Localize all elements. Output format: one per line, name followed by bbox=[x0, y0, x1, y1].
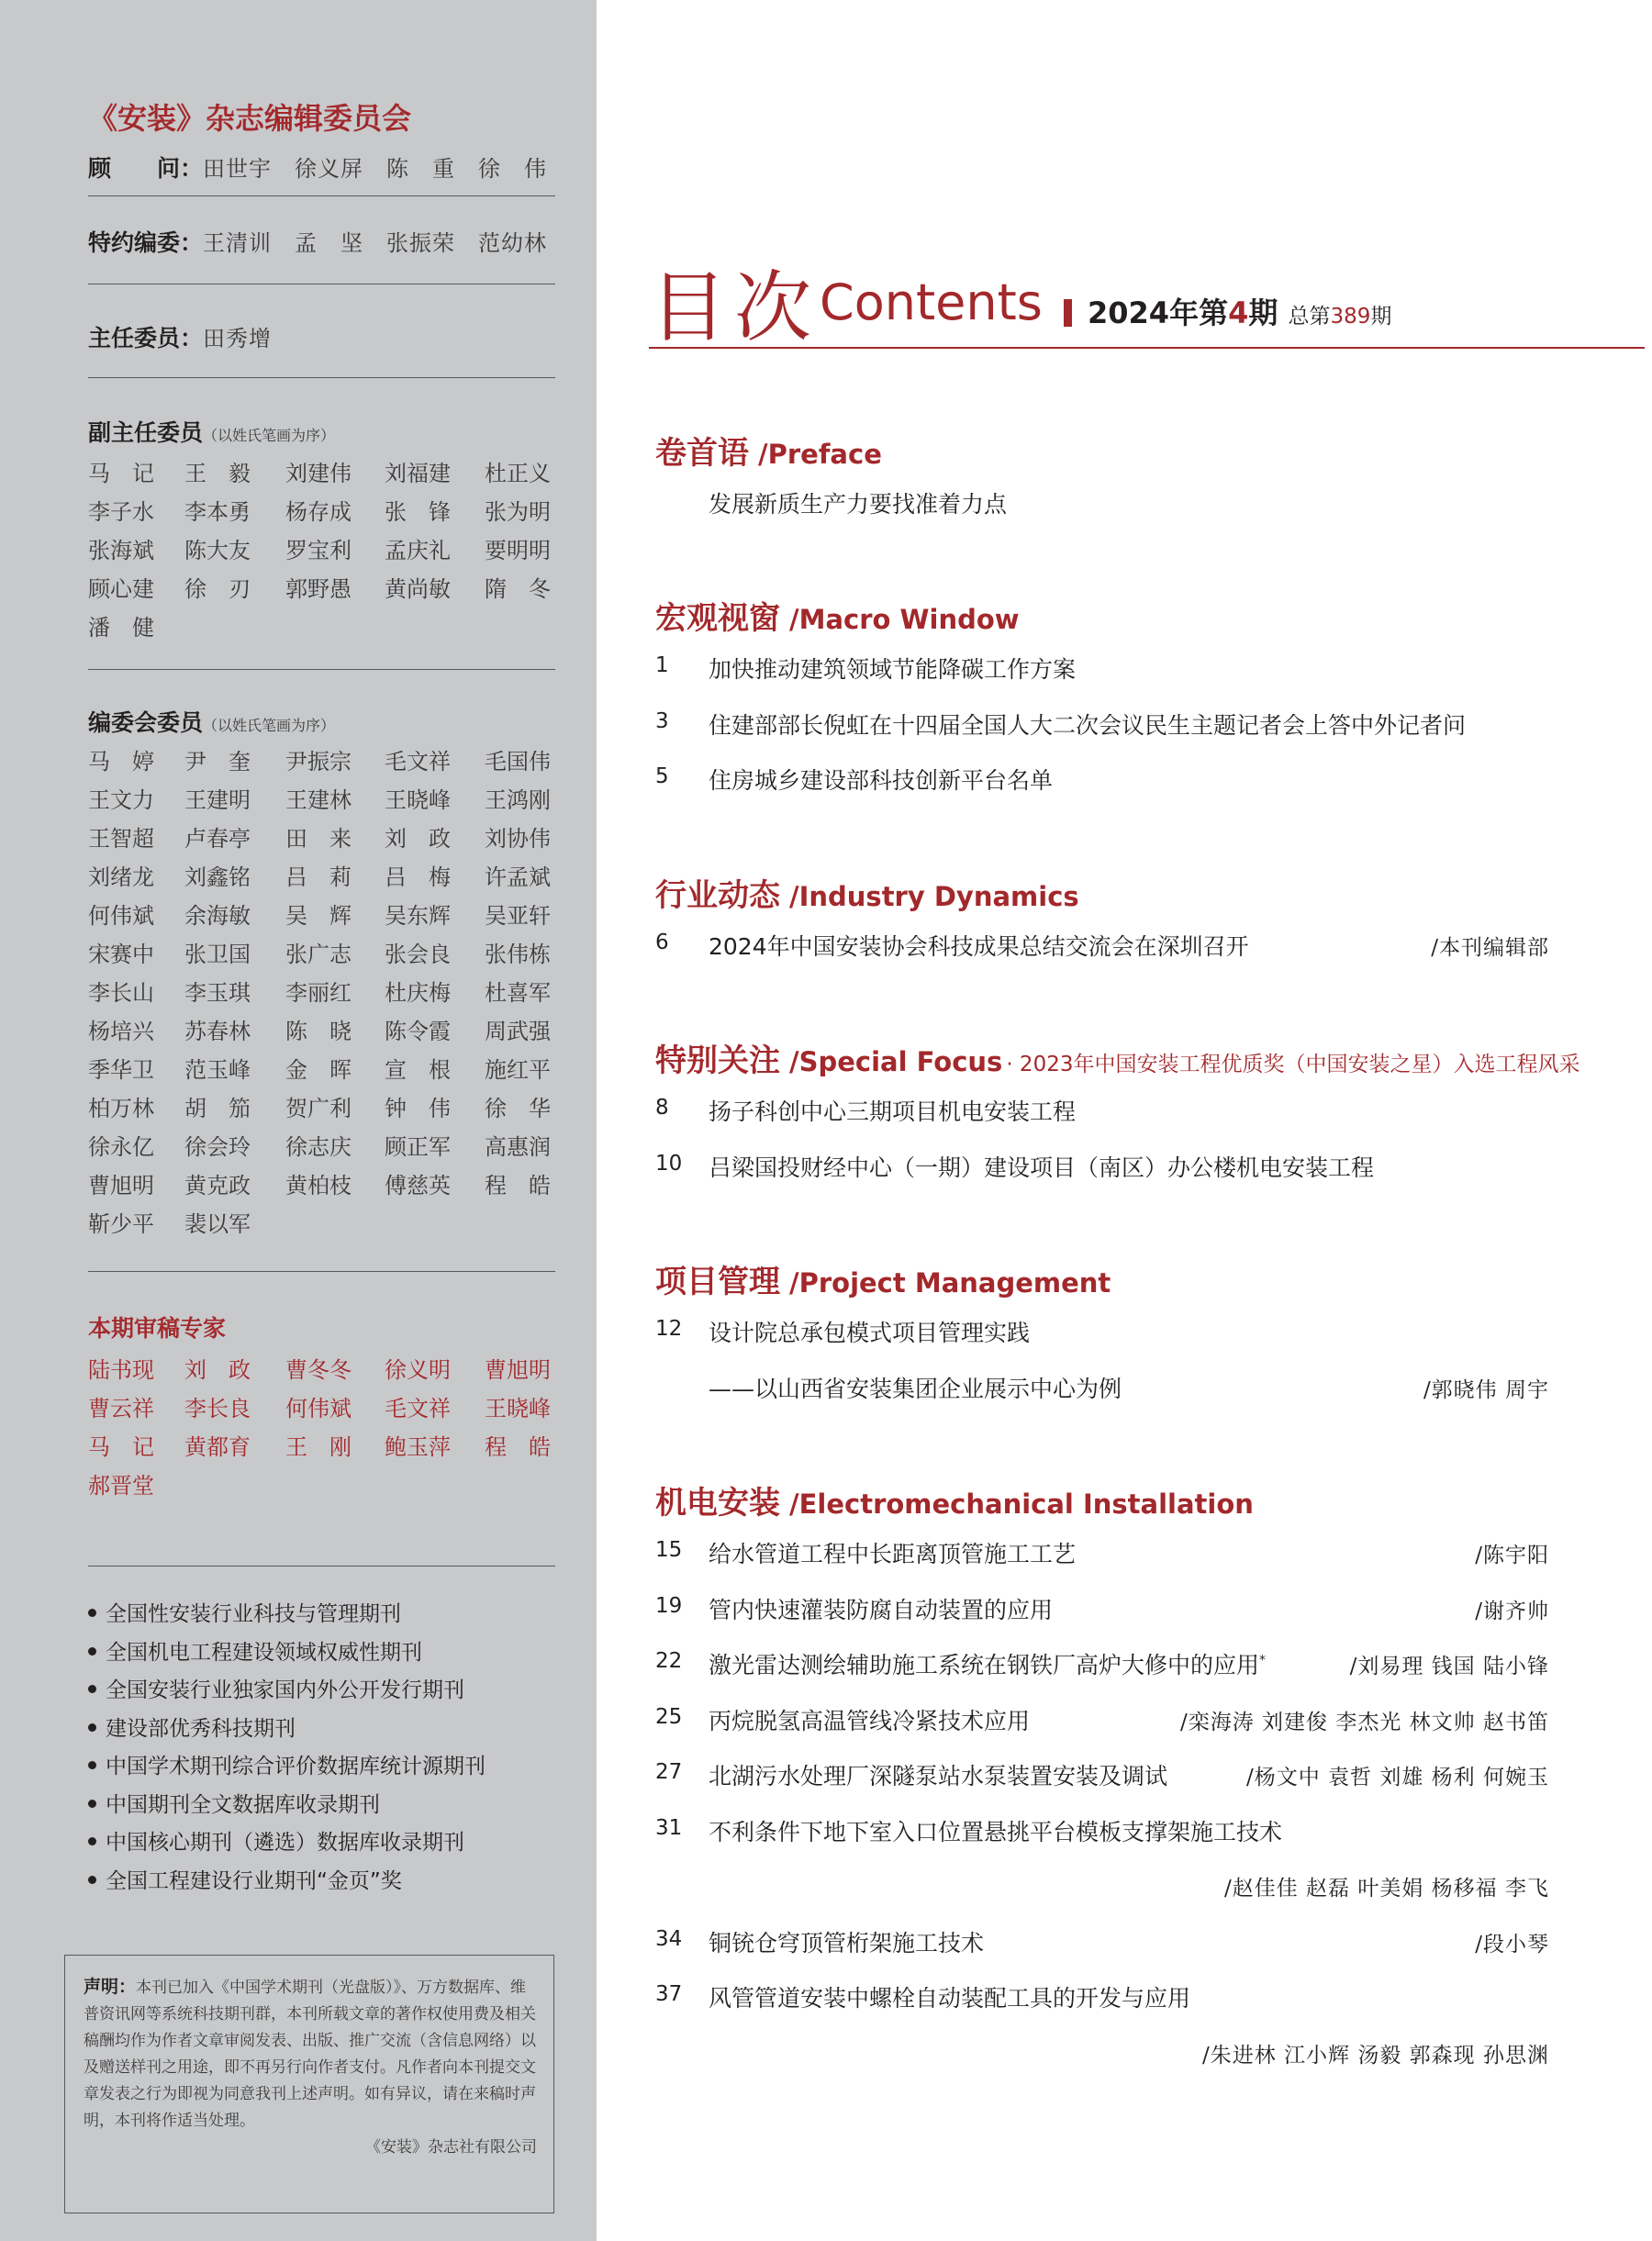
article-title: 北湖污水处理厂深隧泵站水泵装置安装及调试 bbox=[709, 1763, 1168, 1789]
board-member-name: 杨存成 bbox=[285, 499, 352, 525]
bullet-icon bbox=[88, 1685, 96, 1693]
board-member-name: 李长山 bbox=[88, 980, 154, 1006]
board-member-name: 王建林 bbox=[285, 787, 352, 813]
section-title-cn: 特别关注 bbox=[655, 1042, 780, 1079]
page-number: 3 bbox=[655, 708, 669, 733]
declaration-text: 本刊已加入《中国学术期刊（光盘版）》、万方数据库、维普资讯网等系统科技期刊群，本刊所载文章的著作权使用费及相关稿酬均作为作者文章审阅发表、出版、推广交流（含信息网络）以及赠送样刊之用途，即不再另行向作者支付。凡作者向本刊提交文章发表之行为即视为同意我刊上述声明。如有异议，请在来稿时声明，本刊将作适当处理。 bbox=[84, 1979, 536, 2130]
article-title: 不利条件下地下室入口位置悬挑平台模板支撑架施工技术 bbox=[709, 1818, 1283, 1845]
advisors-row bbox=[88, 151, 547, 184]
board-member-name: 徐会玲 bbox=[184, 1134, 251, 1160]
article-authors: /本刊编辑部 bbox=[1431, 936, 1549, 960]
section-title-en: /Preface bbox=[758, 439, 882, 470]
divider bbox=[88, 669, 555, 670]
board-member-name: 张广志 bbox=[285, 942, 352, 967]
board-member-name: 许孟斌 bbox=[485, 864, 551, 890]
issue-number: 4 bbox=[1228, 295, 1249, 330]
board-member-name: 张伟栋 bbox=[485, 942, 551, 967]
section-title-cn: 机电安装 bbox=[655, 1485, 780, 1522]
members-label: 编委会委员 bbox=[88, 709, 204, 736]
board-member-name: 罗宝利 bbox=[285, 538, 352, 563]
bullet-icon bbox=[88, 1609, 96, 1617]
article-link[interactable] bbox=[709, 1094, 1076, 1127]
advisors-names: 田世宇 徐义屏 陈 重 徐 伟 bbox=[203, 156, 548, 182]
board-member-name: 高惠润 bbox=[485, 1134, 551, 1160]
board-member-name: 黄克政 bbox=[184, 1173, 251, 1199]
board-member-name: 胡 笳 bbox=[184, 1096, 251, 1121]
board-member-name: 郭野愚 bbox=[285, 576, 352, 602]
board-member-name: 宋赛中 bbox=[88, 942, 154, 967]
issue-marker bbox=[1064, 299, 1072, 327]
article-authors: /刘易理 钱国 陆小锋 bbox=[1349, 1655, 1549, 1678]
article-link[interactable] bbox=[709, 1925, 984, 1958]
article-title: 吕梁国投财经中心（一期）建设项目（南区）办公楼机电安装工程 bbox=[709, 1154, 1375, 1181]
board-member-name: 刘协伟 bbox=[485, 826, 551, 852]
page-number: 15 bbox=[655, 1538, 683, 1562]
board-member-name: 裴以军 bbox=[184, 1211, 251, 1237]
page-number: 34 bbox=[655, 1926, 683, 1951]
members-heading bbox=[88, 705, 335, 738]
article-link[interactable] bbox=[709, 708, 1466, 741]
board-member-name: 杜喜军 bbox=[485, 980, 551, 1006]
board-member-name: 张海斌 bbox=[88, 538, 154, 563]
total-issue: 总第389期 bbox=[1288, 305, 1392, 329]
section-title-en: /Special Focus bbox=[789, 1046, 1003, 1077]
article-link[interactable] bbox=[709, 1150, 1374, 1183]
section-heading bbox=[655, 1477, 1254, 1522]
article-link[interactable] bbox=[709, 1371, 1122, 1404]
article-title: 铜铳仓穹顶管桁架施工技术 bbox=[709, 1929, 985, 1957]
board-member-name: 黄都育 bbox=[184, 1434, 251, 1460]
article-title: ——以山西省安装集团企业展示中心为例 bbox=[709, 1375, 1122, 1402]
board-member-name: 张会良 bbox=[385, 942, 451, 967]
page-number: 25 bbox=[655, 1704, 683, 1729]
board-member-name: 张 锋 bbox=[385, 499, 451, 525]
board-member-name: 吕 梅 bbox=[385, 864, 451, 890]
article-authors: /陈宇阳 bbox=[1475, 1544, 1549, 1567]
board-member-name: 陈令霞 bbox=[385, 1019, 451, 1044]
board-member-name: 柏万林 bbox=[88, 1096, 154, 1121]
board-member-name: 王 毅 bbox=[184, 461, 251, 486]
board-member-name: 顾正军 bbox=[385, 1134, 451, 1160]
board-member-name: 曹旭明 bbox=[485, 1357, 551, 1383]
chair-label: 主任委员： bbox=[88, 325, 204, 351]
article-link[interactable] bbox=[709, 1315, 1030, 1348]
board-member-name: 王文力 bbox=[88, 787, 154, 813]
board-member-name: 贺广利 bbox=[285, 1096, 352, 1121]
article-title: 住房城乡建设部科技创新平台名单 bbox=[709, 767, 1054, 794]
section-title-cn: 行业动态 bbox=[655, 877, 780, 914]
board-member-name: 何伟斌 bbox=[285, 1396, 352, 1422]
page-number: 8 bbox=[655, 1096, 669, 1120]
board-member-name: 李本勇 bbox=[184, 499, 251, 525]
special-editors-row bbox=[88, 225, 547, 258]
special-editors-label: 特约编委： bbox=[88, 229, 204, 256]
contents-title-cn: 目次 bbox=[650, 262, 820, 352]
special-editors-names: 王清训 孟 坚 张振荣 范幼林 bbox=[203, 230, 548, 256]
declaration-box bbox=[64, 1955, 554, 2213]
board-member-name: 黄柏枝 bbox=[285, 1173, 352, 1199]
board-member-name: 吕 莉 bbox=[285, 864, 352, 890]
divider bbox=[88, 1271, 555, 1272]
board-member-name: 王 刚 bbox=[285, 1434, 352, 1460]
editorial-board-sidebar bbox=[0, 0, 597, 2241]
section-heading bbox=[655, 428, 882, 473]
issue-year: 2024 bbox=[1088, 295, 1170, 330]
honor-text: 中国核心期刊（遴选）数据库收录期刊 bbox=[106, 1831, 464, 1855]
board-member-name: 田 来 bbox=[285, 826, 352, 852]
article-title: 丙烷脱氢高温管线冷紧技术应用 bbox=[709, 1707, 1031, 1734]
page-number: 10 bbox=[655, 1151, 683, 1176]
board-member-name: 王晓峰 bbox=[485, 1396, 551, 1422]
section-heading bbox=[655, 593, 1020, 638]
page-number: 22 bbox=[655, 1649, 683, 1673]
board-title: 《安装》杂志编辑委员会 bbox=[88, 101, 412, 136]
board-member-name: 季华卫 bbox=[88, 1057, 154, 1083]
issue-mid: 年第 bbox=[1169, 295, 1229, 330]
board-member-name: 杜正义 bbox=[485, 461, 551, 486]
board-member-name: 张卫国 bbox=[184, 942, 251, 967]
board-member-name: 曹旭明 bbox=[88, 1173, 154, 1199]
vice-chair-label: 副主任委员 bbox=[88, 419, 204, 446]
board-member-name: 李丽红 bbox=[285, 980, 352, 1006]
members-note: （以姓氏笔画为序） bbox=[203, 717, 336, 734]
section-title-cn: 卷首语 bbox=[655, 435, 749, 472]
divider bbox=[88, 195, 555, 196]
board-member-name: 潘 健 bbox=[88, 615, 154, 641]
board-member-name: 毛文祥 bbox=[385, 1396, 451, 1422]
board-member-name: 余海敏 bbox=[184, 903, 251, 929]
vice-chair-heading bbox=[88, 415, 335, 448]
page-number: 37 bbox=[655, 1982, 683, 2006]
article-title: 设计院总承包模式项目管理实践 bbox=[709, 1320, 1031, 1346]
board-member-name: 毛文祥 bbox=[385, 749, 451, 775]
article-link[interactable] bbox=[709, 763, 1053, 796]
honor-text: 中国期刊全文数据库收录期刊 bbox=[106, 1792, 380, 1817]
board-member-name: 马 记 bbox=[88, 1434, 154, 1460]
board-member-name: 刘 政 bbox=[385, 826, 451, 852]
page-number: 27 bbox=[655, 1760, 683, 1784]
article-title: 扬子科创中心三期项目机电安装工程 bbox=[709, 1098, 1077, 1125]
board-member-name: 宣 根 bbox=[385, 1057, 451, 1083]
article-title: 2024年中国安装协会科技成果总结交流会在深圳召开 bbox=[709, 933, 1249, 960]
section-heading bbox=[655, 1035, 1579, 1080]
section-heading bbox=[655, 1256, 1111, 1301]
article-authors: /朱进林 江小辉 汤毅 郭森现 孙思渊 bbox=[1202, 2043, 1549, 2068]
board-member-name: 陈大友 bbox=[184, 538, 251, 563]
board-member-name: 何伟斌 bbox=[88, 903, 154, 929]
honor-item bbox=[88, 1673, 464, 1703]
article-link[interactable] bbox=[709, 1758, 1167, 1791]
honor-item bbox=[88, 1864, 402, 1894]
board-member-name: 施红平 bbox=[485, 1057, 551, 1083]
page-number: 12 bbox=[655, 1317, 683, 1341]
honor-text: 建设部优秀科技期刊 bbox=[106, 1716, 296, 1741]
board-member-name: 李玉琪 bbox=[184, 980, 251, 1006]
board-member-name: 鲍玉萍 bbox=[385, 1434, 451, 1460]
board-member-name: 陆书现 bbox=[88, 1357, 154, 1383]
page-number: 19 bbox=[655, 1593, 683, 1618]
board-member-name: 毛国伟 bbox=[485, 749, 551, 775]
honor-text: 全国机电工程建设领域权威性期刊 bbox=[106, 1640, 422, 1665]
board-member-name: 顾心建 bbox=[88, 576, 154, 602]
bullet-icon bbox=[88, 1800, 96, 1808]
honor-item bbox=[88, 1597, 401, 1627]
honor-item bbox=[88, 1635, 422, 1666]
page-number: 6 bbox=[655, 931, 669, 954]
honor-text: 全国工程建设行业期刊“金页”奖 bbox=[106, 1868, 402, 1893]
board-member-name: 钟 伟 bbox=[385, 1096, 451, 1121]
honor-item bbox=[88, 1788, 380, 1818]
section-title-en: /Electromechanical Installation bbox=[789, 1488, 1254, 1520]
board-member-name: 王智超 bbox=[88, 826, 154, 852]
chair-row bbox=[88, 320, 272, 353]
board-member-name: 马 记 bbox=[88, 461, 154, 486]
article-authors: /杨文中 袁哲 刘雄 杨利 何婉玉 bbox=[1246, 1766, 1549, 1789]
article-title: 给水管道工程中长距离顶管施工工艺 bbox=[709, 1541, 1077, 1567]
article-authors: /郭晓伟 周宇 bbox=[1423, 1377, 1549, 1402]
board-member-name: 黄尚敏 bbox=[385, 576, 451, 602]
article-title: 激光雷达测绘辅助施工系统在钢铁厂高炉大修中的应用 bbox=[709, 1652, 1260, 1678]
board-member-name: 要明明 bbox=[485, 538, 551, 563]
page-number: 1 bbox=[655, 653, 669, 677]
reviewers-heading: 本期审稿专家 bbox=[88, 1315, 227, 1342]
board-member-name: 郝晋堂 bbox=[88, 1473, 154, 1499]
article-title: 风管管道安装中螺栓自动装配工具的开发与应用 bbox=[709, 1985, 1191, 2012]
board-member-name: 傅慈英 bbox=[385, 1173, 451, 1199]
bullet-icon bbox=[88, 1723, 96, 1732]
board-member-name: 王建明 bbox=[184, 787, 251, 813]
declaration-label: 声明： bbox=[84, 1977, 137, 1997]
board-member-name: 尹振宗 bbox=[285, 749, 352, 775]
board-member-name: 尹 奎 bbox=[184, 749, 251, 775]
board-member-name: 徐志庆 bbox=[285, 1134, 352, 1160]
section-title-en: /Industry Dynamics bbox=[789, 881, 1079, 912]
article-authors: /赵佳佳 赵磊 叶美娟 杨移福 李飞 bbox=[1224, 1877, 1549, 1901]
board-member-name: 刘建伟 bbox=[285, 461, 352, 486]
bullet-icon bbox=[88, 1647, 96, 1656]
header-rule bbox=[649, 347, 1645, 349]
page-number: 31 bbox=[655, 1815, 683, 1840]
section-title-en: /Project Management bbox=[789, 1267, 1111, 1299]
section-heading bbox=[655, 870, 1079, 915]
board-member-name: 卢春亭 bbox=[184, 826, 251, 852]
board-member-name: 王鸿刚 bbox=[485, 787, 551, 813]
board-member-name: 李子水 bbox=[88, 499, 154, 525]
advisors-label: 顾 问： bbox=[88, 155, 204, 182]
article-link[interactable] bbox=[709, 1592, 1053, 1625]
chair-name: 田秀增 bbox=[203, 326, 273, 351]
article-title: 住建部部长倪虹在十四届全国人大二次会议民生主题记者会上答中外记者问 bbox=[709, 711, 1467, 739]
article-title: 发展新质生产力要找准着力点 bbox=[709, 491, 1008, 518]
board-member-name: 靳少平 bbox=[88, 1211, 154, 1237]
article-link[interactable] bbox=[709, 486, 1007, 519]
article-link[interactable] bbox=[709, 929, 1249, 962]
vice-chair-note: （以姓氏笔画为序） bbox=[203, 427, 336, 444]
bullet-icon bbox=[88, 1837, 96, 1845]
honor-item bbox=[88, 1825, 464, 1856]
article-link[interactable] bbox=[709, 1814, 1282, 1847]
board-member-name: 金 晖 bbox=[285, 1057, 352, 1083]
board-member-name: 吴东辉 bbox=[385, 903, 451, 929]
board-member-name: 徐 华 bbox=[485, 1096, 551, 1121]
issue-info bbox=[1088, 290, 1391, 332]
board-member-name: 刘绪龙 bbox=[88, 864, 154, 890]
board-member-name: 马 婷 bbox=[88, 749, 154, 775]
board-member-name: 杜庆梅 bbox=[385, 980, 451, 1006]
contents-title-en: Contents bbox=[820, 273, 1043, 331]
board-member-name: 徐永亿 bbox=[88, 1134, 154, 1160]
board-member-name: 徐 刃 bbox=[184, 576, 251, 602]
bullet-icon bbox=[88, 1876, 96, 1884]
issue-end: 期 bbox=[1248, 295, 1278, 330]
board-member-name: 吴 辉 bbox=[285, 903, 352, 929]
board-member-name: 徐义明 bbox=[385, 1357, 451, 1383]
article-authors: /谢齐帅 bbox=[1475, 1599, 1549, 1623]
section-subtitle: · 2023年中国安装工程优质奖（中国安装之星）入选工程风采 bbox=[1006, 1053, 1580, 1076]
board-member-name: 隋 冬 bbox=[485, 576, 551, 602]
article-link[interactable] bbox=[709, 1536, 1076, 1569]
article-title: 加快推动建筑领域节能降碳工作方案 bbox=[709, 656, 1077, 683]
board-member-name: 程 皓 bbox=[485, 1173, 551, 1199]
page-number: 5 bbox=[655, 764, 669, 788]
board-member-name: 刘福建 bbox=[385, 461, 451, 486]
article-link[interactable] bbox=[709, 1980, 1190, 2013]
article-link[interactable] bbox=[709, 1647, 1266, 1680]
board-member-name: 曹云祥 bbox=[88, 1396, 154, 1422]
board-member-name: 刘鑫铭 bbox=[184, 864, 251, 890]
honor-text: 中国学术期刊综合评价数据库统计源期刊 bbox=[106, 1755, 486, 1778]
board-member-name: 周武强 bbox=[485, 1019, 551, 1044]
article-title: 管内快速灌装防腐自动装置的应用 bbox=[709, 1596, 1054, 1623]
board-member-name: 吴亚轩 bbox=[485, 903, 551, 929]
divider bbox=[88, 377, 555, 378]
declaration-org: 《安装》杂志社有限公司 bbox=[365, 2138, 537, 2157]
article-link[interactable] bbox=[709, 652, 1076, 685]
section-title-en: /Macro Window bbox=[789, 604, 1020, 635]
section-title-cn: 宏观视窗 bbox=[655, 600, 780, 637]
bullet-icon bbox=[88, 1761, 96, 1769]
article-link[interactable] bbox=[709, 1703, 1030, 1736]
board-member-name: 范玉峰 bbox=[184, 1057, 251, 1083]
board-member-name: 李长良 bbox=[184, 1396, 251, 1422]
article-authors: /段小琴 bbox=[1475, 1932, 1549, 1957]
honor-text: 全国安装行业独家国内外公开发行期刊 bbox=[106, 1678, 464, 1702]
section-title-cn: 项目管理 bbox=[655, 1264, 780, 1300]
article-authors: /栾海涛 刘建俊 李杰光 林文帅 赵书笛 bbox=[1180, 1710, 1549, 1734]
honor-item bbox=[88, 1711, 296, 1742]
board-member-name: 孟庆礼 bbox=[385, 538, 451, 563]
board-member-name: 王晓峰 bbox=[385, 787, 451, 813]
board-member-name: 陈 晓 bbox=[285, 1019, 352, 1044]
honor-item bbox=[88, 1749, 486, 1779]
board-member-name: 杨培兴 bbox=[88, 1019, 154, 1044]
board-member-name: 苏春林 bbox=[184, 1019, 251, 1044]
board-member-name: 刘 政 bbox=[184, 1357, 251, 1383]
board-member-name: 张为明 bbox=[485, 499, 551, 525]
honor-text: 全国性安装行业科技与管理期刊 bbox=[106, 1602, 401, 1626]
board-member-name: 曹冬冬 bbox=[285, 1357, 352, 1383]
board-member-name: 程 皓 bbox=[485, 1434, 551, 1460]
footnote-mark: * bbox=[1259, 1653, 1267, 1668]
